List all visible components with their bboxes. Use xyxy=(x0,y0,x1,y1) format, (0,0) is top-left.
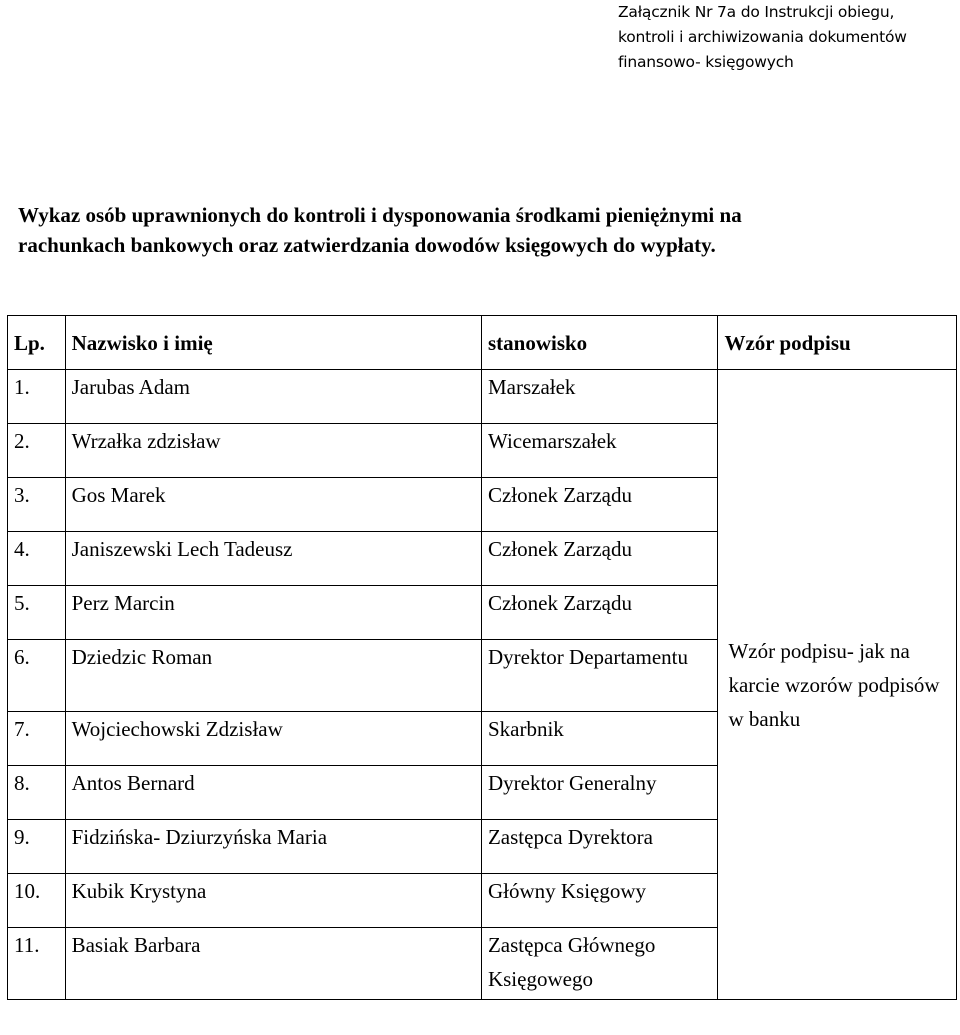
row-lp: 4. xyxy=(8,532,66,586)
row-name: Perz Marcin xyxy=(65,586,481,640)
table-header-row xyxy=(8,316,957,370)
row-name: Fidzińska- Dziurzyńska Maria xyxy=(65,820,481,874)
header-position: stanowisko xyxy=(481,316,717,370)
row-lp: 3. xyxy=(8,478,66,532)
row-position: Wicemarszałek xyxy=(481,424,717,478)
row-lp: 1. xyxy=(8,370,66,424)
row-lp: 7. xyxy=(8,712,66,766)
annex-line-3: finansowo- księgowych xyxy=(618,53,794,71)
table-row xyxy=(8,370,957,424)
row-name: Dziedzic Roman xyxy=(65,640,481,712)
row-lp: 10. xyxy=(8,874,66,928)
row-lp: 11. xyxy=(8,928,66,1000)
row-name: Jarubas Adam xyxy=(65,370,481,424)
row-lp: 6. xyxy=(8,640,66,712)
document-title-line-1: Wykaz osób uprawnionych do kontroli i dysponowania środkami pieniężnymi na xyxy=(18,203,742,227)
row-lp: 2. xyxy=(8,424,66,478)
authorized-persons-table xyxy=(7,315,957,1000)
row-lp: 8. xyxy=(8,766,66,820)
row-position: Główny Księgowy xyxy=(481,874,717,928)
row-position: Członek Zarządu xyxy=(481,586,717,640)
row-position: Dyrektor Departamentu xyxy=(481,640,717,712)
row-position: Dyrektor Generalny xyxy=(481,766,717,820)
row-position: Członek Zarządu xyxy=(481,532,717,586)
annex-line-1: Załącznik Nr 7a do Instrukcji obiegu, xyxy=(618,3,895,21)
row-lp: 5. xyxy=(8,586,66,640)
document-title xyxy=(18,200,948,260)
row-name: Gos Marek xyxy=(65,478,481,532)
row-position: Zastępca Dyrektora xyxy=(481,820,717,874)
row-name: Basiak Barbara xyxy=(65,928,481,1000)
signature-note-cell: Wzór podpisu- jak na karcie wzorów podpisów w banku xyxy=(718,370,957,1000)
row-name: Antos Bernard xyxy=(65,766,481,820)
header-lp: Lp. xyxy=(8,316,66,370)
row-position: Członek Zarządu xyxy=(481,478,717,532)
row-lp: 9. xyxy=(8,820,66,874)
row-name: Kubik Krystyna xyxy=(65,874,481,928)
row-position: Zastępca Głównego Księgowego xyxy=(481,928,717,1000)
document-title-line-2: rachunkach bankowych oraz zatwierdzania dowodów księgowych do wypłaty. xyxy=(18,233,716,257)
row-name: Wojciechowski Zdzisław xyxy=(65,712,481,766)
row-name: Wrzałka zdzisław xyxy=(65,424,481,478)
row-position: Marszałek xyxy=(481,370,717,424)
row-name: Janiszewski Lech Tadeusz xyxy=(65,532,481,586)
annex-reference xyxy=(618,0,958,75)
row-position: Skarbnik xyxy=(481,712,717,766)
annex-line-2: kontroli i archiwizowania dokumentów xyxy=(618,28,907,46)
header-name: Nazwisko i imię xyxy=(65,316,481,370)
header-signature: Wzór podpisu xyxy=(718,316,957,370)
